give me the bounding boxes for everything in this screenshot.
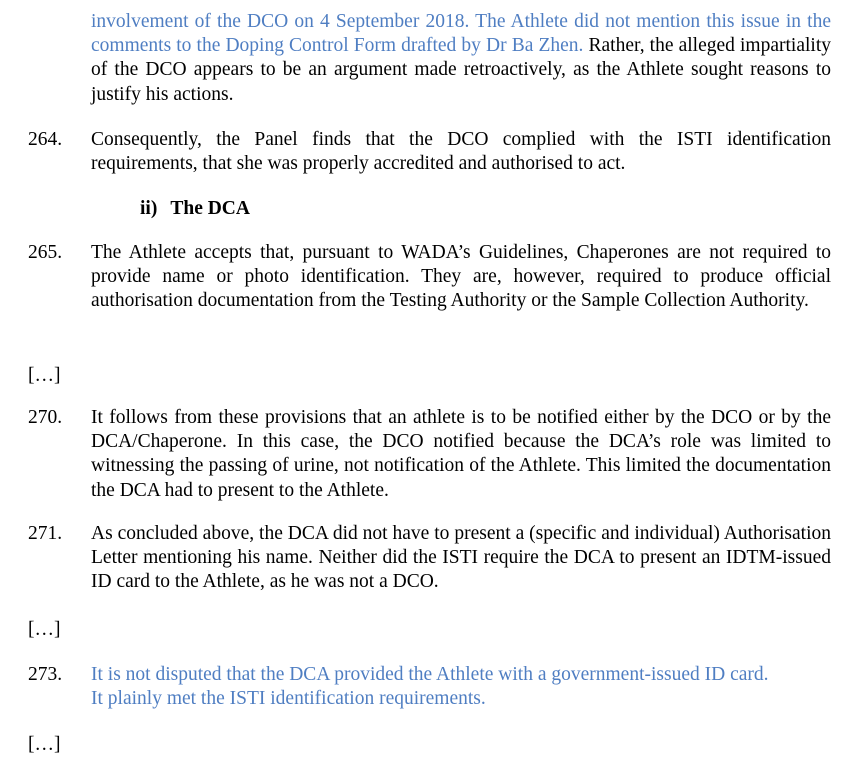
heading-title: The DCA bbox=[170, 198, 250, 219]
continuation-highlight: involvement of the DCO on 4 September 2018. The Athlete did not mention this issue in the comments to the Doping Control Form drafted by Dr Ba Zhen. bbox=[91, 11, 831, 57]
paragraph-number: 264. bbox=[28, 129, 63, 150]
omission-marker: […] bbox=[28, 619, 61, 640]
paragraph-text bbox=[91, 663, 831, 711]
paragraph-text: It follows from these provisions that an athlete is to be notified either by the DCO or by the DCA/Chaperone. In this case, the DCO notified because the DCA’s role was limited to witnessing the passing of urine, not notification of the Athlete. This limited the documentation the DCA had to present to the Athlete. bbox=[91, 407, 831, 501]
paragraph-number: 271. bbox=[28, 523, 63, 544]
omission-marker: […] bbox=[28, 734, 61, 755]
paragraph-line: It is not disputed that the DCA provided the Athlete with a government-issued ID card. bbox=[91, 664, 769, 685]
paragraph-text: The Athlete accepts that, pursuant to WADA’s Guidelines, Chaperones are not required to provide name or photo identification. They are, however, required to produce official authorisation documentation from the Testing Authority or the Sample Collection Authority. bbox=[91, 242, 831, 312]
paragraph-number: 270. bbox=[28, 407, 63, 428]
paragraph-text: Consequently, the Panel finds that the DCO complied with the ISTI identification requirements, that she was properly accredited and authorised to act. bbox=[91, 129, 831, 175]
heading-numeral: ii) bbox=[140, 198, 158, 219]
omission-marker: […] bbox=[28, 365, 61, 386]
paragraph-number: 273. bbox=[28, 664, 63, 685]
continuation-plain: Rather, the alleged impartiality of the DCO appears to be an argument made retroactively, as the Athlete sought reasons to justify his actions. bbox=[91, 35, 831, 105]
section-heading bbox=[140, 197, 250, 221]
continuation-paragraph bbox=[91, 10, 831, 107]
paragraph-text: As concluded above, the DCA did not have to present a (specific and individual) Authorisation Letter mentioning his name. Neither did the ISTI require the DCA to present an IDTM-issued ID card to the Athlete, as he was not a DCO. bbox=[91, 523, 831, 593]
paragraph-line: It plainly met the ISTI identification requirements. bbox=[91, 688, 486, 710]
paragraph-number: 265. bbox=[28, 242, 63, 263]
